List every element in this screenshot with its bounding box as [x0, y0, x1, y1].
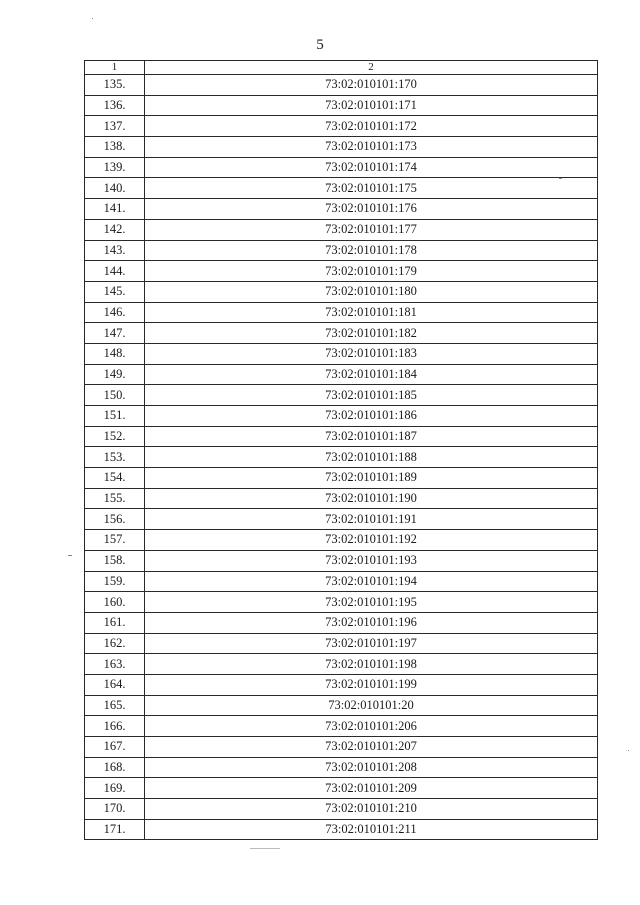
cadastral-number-cell: 73:02:010101:183 [145, 343, 598, 364]
cadastral-number-cell: 73:02:010101:20 [145, 695, 598, 716]
row-number-cell: 159. [85, 571, 145, 592]
cadastral-number-cell: 73:02:010101:175 [145, 178, 598, 199]
row-number-cell: 163. [85, 654, 145, 675]
table-row [85, 674, 598, 695]
table-row [85, 447, 598, 468]
row-number-cell: 168. [85, 757, 145, 778]
table-row [85, 612, 598, 633]
table-row [85, 323, 598, 344]
table-row [85, 75, 598, 96]
row-number-cell: 142. [85, 219, 145, 240]
row-number-cell: 154. [85, 468, 145, 489]
row-number-cell: 146. [85, 302, 145, 323]
cadastral-number-cell: 73:02:010101:178 [145, 240, 598, 261]
column-header-1: 1 [85, 61, 145, 75]
table-row [85, 488, 598, 509]
table-row [85, 550, 598, 571]
row-number-cell: 144. [85, 261, 145, 282]
cadastral-number-cell: 73:02:010101:191 [145, 509, 598, 530]
table-row [85, 281, 598, 302]
table-header-row [85, 61, 598, 75]
scan-speck [628, 750, 629, 751]
table-row [85, 819, 598, 840]
row-number-cell: 153. [85, 447, 145, 468]
cadastral-number-cell: 73:02:010101:185 [145, 385, 598, 406]
table-row [85, 219, 598, 240]
row-number-cell: 145. [85, 281, 145, 302]
table-row [85, 592, 598, 613]
cadastral-number-cell: 73:02:010101:170 [145, 75, 598, 96]
row-number-cell: 135. [85, 75, 145, 96]
table-row [85, 95, 598, 116]
column-header-2: 2 [145, 61, 598, 75]
row-number-cell: 156. [85, 509, 145, 530]
row-number-cell: 136. [85, 95, 145, 116]
cadastral-number-cell: 73:02:010101:172 [145, 116, 598, 137]
cadastral-number-cell: 73:02:010101:181 [145, 302, 598, 323]
row-number-cell: 169. [85, 778, 145, 799]
row-number-cell: 140. [85, 178, 145, 199]
row-number-cell: 157. [85, 530, 145, 551]
row-number-cell: 164. [85, 674, 145, 695]
row-number-cell: 141. [85, 199, 145, 220]
row-number-cell: 162. [85, 633, 145, 654]
cadastral-number-cell: 73:02:010101:188 [145, 447, 598, 468]
table-row [85, 406, 598, 427]
cadastral-number-cell: 73:02:010101:182 [145, 323, 598, 344]
cadastral-number-cell: 73:02:010101:198 [145, 654, 598, 675]
table-row [85, 716, 598, 737]
table-row [85, 737, 598, 758]
row-number-cell: 150. [85, 385, 145, 406]
cadastral-number-cell: 73:02:010101:189 [145, 468, 598, 489]
table-row [85, 302, 598, 323]
scan-speck [250, 848, 280, 849]
table-row [85, 137, 598, 158]
table-row [85, 509, 598, 530]
table-row [85, 778, 598, 799]
cadastral-number-cell: 73:02:010101:194 [145, 571, 598, 592]
table-row [85, 385, 598, 406]
row-number-cell: 137. [85, 116, 145, 137]
table-row [85, 343, 598, 364]
scan-speck [68, 555, 72, 556]
row-number-cell: 139. [85, 157, 145, 178]
row-number-cell: 151. [85, 406, 145, 427]
table-row [85, 695, 598, 716]
table-row [85, 530, 598, 551]
cadastral-number-cell: 73:02:010101:179 [145, 261, 598, 282]
cadastral-number-cell: 73:02:010101:176 [145, 199, 598, 220]
row-number-cell: 138. [85, 137, 145, 158]
table-row [85, 240, 598, 261]
row-number-cell: 170. [85, 799, 145, 820]
row-number-cell: 155. [85, 488, 145, 509]
row-number-cell: 152. [85, 426, 145, 447]
table-row [85, 757, 598, 778]
table-row [85, 571, 598, 592]
cadastral-number-cell: 73:02:010101:177 [145, 219, 598, 240]
cadastral-number-cell: 73:02:010101:199 [145, 674, 598, 695]
table-row [85, 426, 598, 447]
scan-speck [92, 18, 93, 19]
cadastral-number-cell: 73:02:010101:210 [145, 799, 598, 820]
row-number-cell: 160. [85, 592, 145, 613]
cadastral-number-cell: 73:02:010101:184 [145, 364, 598, 385]
scan-speck [559, 178, 562, 179]
table-row [85, 364, 598, 385]
cadastral-number-cell: 73:02:010101:207 [145, 737, 598, 758]
cadastral-number-cell: 73:02:010101:171 [145, 95, 598, 116]
table-row [85, 116, 598, 137]
table-row [85, 633, 598, 654]
row-number-cell: 165. [85, 695, 145, 716]
cadastral-number-cell: 73:02:010101:195 [145, 592, 598, 613]
row-number-cell: 167. [85, 737, 145, 758]
table-row [85, 468, 598, 489]
row-number-cell: 161. [85, 612, 145, 633]
cadastral-number-cell: 73:02:010101:173 [145, 137, 598, 158]
row-number-cell: 158. [85, 550, 145, 571]
cadastral-number-cell: 73:02:010101:196 [145, 612, 598, 633]
table-row [85, 799, 598, 820]
table-header [85, 61, 598, 75]
row-number-cell: 166. [85, 716, 145, 737]
cadastral-number-cell: 73:02:010101:186 [145, 406, 598, 427]
cadastral-number-cell: 73:02:010101:192 [145, 530, 598, 551]
table-row [85, 654, 598, 675]
row-number-cell: 147. [85, 323, 145, 344]
table-row [85, 178, 598, 199]
cadastral-number-cell: 73:02:010101:180 [145, 281, 598, 302]
cadastral-table [84, 60, 598, 840]
table-body [85, 75, 598, 840]
cadastral-number-cell: 73:02:010101:197 [145, 633, 598, 654]
table-row [85, 261, 598, 282]
cadastral-number-cell: 73:02:010101:187 [145, 426, 598, 447]
cadastral-number-cell: 73:02:010101:190 [145, 488, 598, 509]
table-row [85, 157, 598, 178]
cadastral-number-cell: 73:02:010101:209 [145, 778, 598, 799]
row-number-cell: 149. [85, 364, 145, 385]
row-number-cell: 143. [85, 240, 145, 261]
cadastral-number-cell: 73:02:010101:208 [145, 757, 598, 778]
row-number-cell: 171. [85, 819, 145, 840]
cadastral-number-cell: 73:02:010101:211 [145, 819, 598, 840]
row-number-cell: 148. [85, 343, 145, 364]
page-number: 5 [316, 37, 324, 53]
cadastral-number-cell: 73:02:010101:174 [145, 157, 598, 178]
cadastral-number-cell: 73:02:010101:193 [145, 550, 598, 571]
cadastral-number-cell: 73:02:010101:206 [145, 716, 598, 737]
table-row [85, 199, 598, 220]
